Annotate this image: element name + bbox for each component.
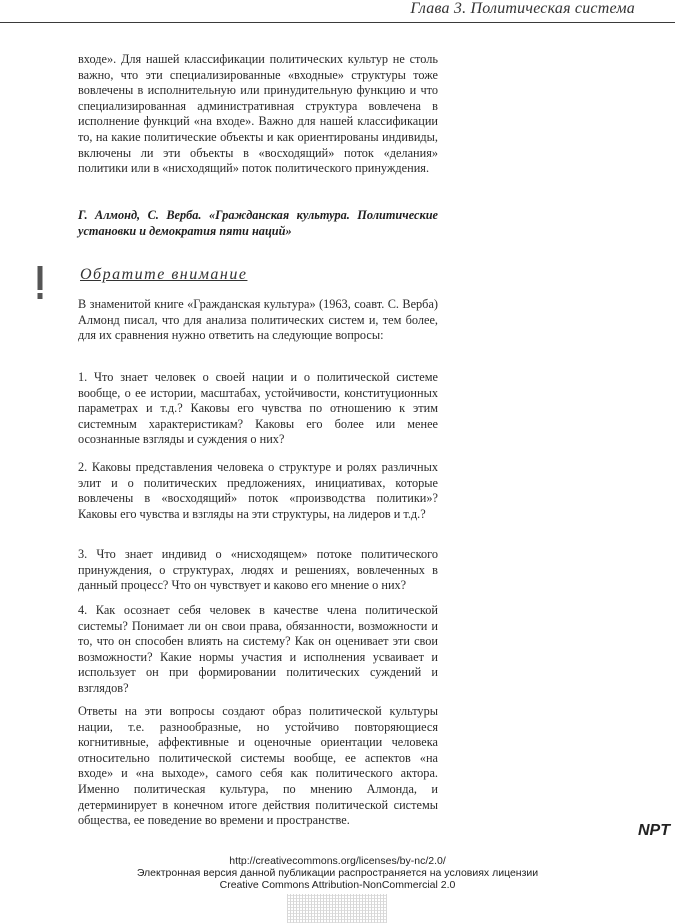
attention-intro: В знаменитой книге «Гражданская культура» (1963, соавт. С. Верба) Алмонд писал, что для анализа политических систем и, тем более, для их сравнения нужно ответить на следующие вопросы: xyxy=(78,297,438,343)
question-item: 3. Что знает индивид о «нисходящем» потоке политического принуждения, о структурах, людях и решениях, вовлеченных в данный процесс? Что он чувствует и каково его мнение о них? xyxy=(78,547,438,593)
question-item: 2. Каковы представления человека о структуре и ролях различных элит и о политических предложениях, инициативах, которые вовлечены в «восходящий» поток «производства политики»? Каковы его чувства и взгляды на эти структуры, на лидеров и т.д.? xyxy=(78,460,438,521)
conclusion-paragraph: Ответы на эти вопросы создают образ политической культуры нации, т.е. разнообразные, но устойчиво повторяющиеся когнитивные, аффективные и оценочные ориентации человека относительно политической системы вообще, ее аспектов «на входе» и «на выходе», самого себя как политического актора. Именно политическая культура, по мнению Алмонда, и детерминирует в конечном итоге действия политической системы общества, ее поведение во времени и пространстве. xyxy=(78,704,438,828)
exclamation-icon xyxy=(36,266,44,300)
publisher-mark: NPT xyxy=(638,822,670,839)
chapter-title: Глава 3. Политическая система xyxy=(410,0,635,17)
license-footer xyxy=(0,855,675,891)
body-paragraph: входе». Для нашей классификации политических культур не столь важно, что эти специализированные «входные» структуры тоже вовлечены в исполнительную или принудительную функцию и что специализированная административная структура вовлечена в исполнение функций «на входе». Важно для нашей классификации то, на какие политические объекты и как ориентированы индивиды, включены ли эти объекты в «восходящий» поток «делания» политики или в «нисходящий» поток политического принуждения. xyxy=(78,52,438,176)
license-name: Creative Commons Attribution-NonCommercial 2.0 xyxy=(219,879,456,891)
page-header xyxy=(0,0,675,23)
attention-heading: Обратите внимание xyxy=(80,266,248,283)
license-notice: Электронная версия данной публикации распространяется на условиях лицензии xyxy=(136,867,539,879)
citation: Г. Алмонд, С. Верба. «Гражданская культура. Политические установки и демократия пяти наций» xyxy=(78,208,438,238)
license-url[interactable]: http://creativecommons.org/licenses/by-nc/2.0/ xyxy=(229,855,446,867)
question-item: 4. Как осознает себя человек в качестве члена политической системы? Понимает ли он свои права, обязанности, возможности и то, что он способен влиять на систему? Как он оценивает эти свои возможности? Какие нормы участия и исполнения усваивает и использует он при формировании политических суждений и взглядов? xyxy=(78,603,438,695)
scan-pattern xyxy=(287,894,387,923)
question-item: 1. Что знает человек о своей нации и о политической системе вообще, о ее истории, масштабах, устойчивости, конституционных параметрах и т.д.? Каковы его чувства по отношению к этим системным характеристикам? Каковы его более или менее осознанные взгляды и суждения о них? xyxy=(78,370,438,447)
